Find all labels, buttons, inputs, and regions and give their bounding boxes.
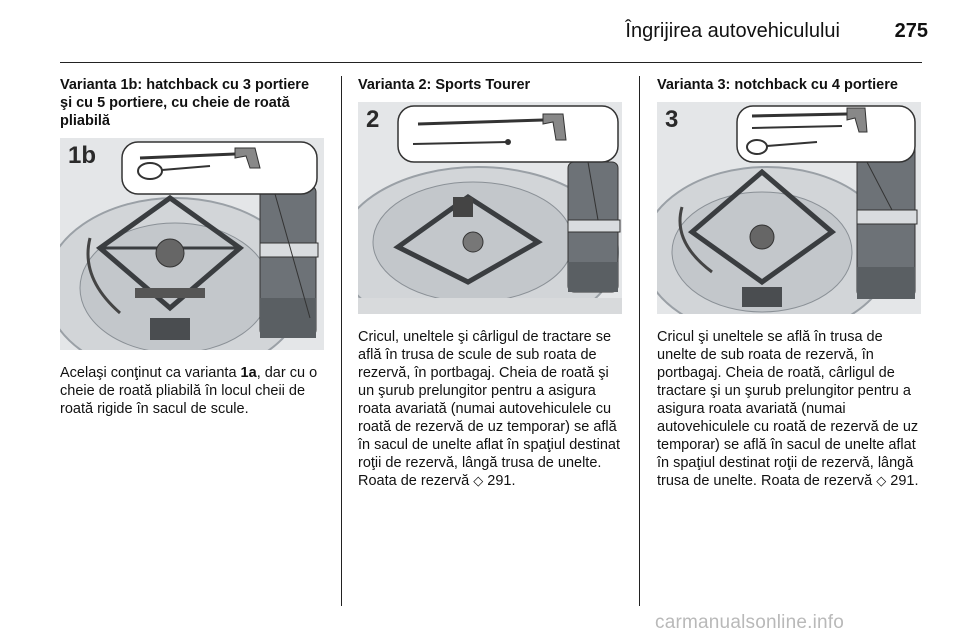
body-text-part: Cricul şi uneltele se află în trusa de unelte de sub roata de rezervă, în portbagaj. Cheia de roată, cârligul de tractare şi un şurub prelungitor pentru a asigura roata avariată (numai autovehiculele cu roată de rezervă de uz temporar) se află în sacul de unelte aflat în spaţiul destinat roţii de rezervă, lângă trusa de unelte. Roata de rezervă — [657, 329, 919, 489]
body-text-part: Cricul, uneltele şi cârligul de tractare se află în trusa de scule de sub roata de rezervă, în portbagaj. Cheia de roată şi un şurub prelungitor pentru a asigura roata avariată (numai autovehiculele cu roată de rezervă de uz temporar) se află în sacul de unelte aflat în spaţiul destinat roţii de rezervă, lângă trusa de unelte. Roata de rezervă — [358, 329, 620, 489]
header-title: Îngrijirea autovehiculului — [625, 20, 840, 42]
body-text-part: Acelaşi conţinut ca varianta — [60, 365, 241, 381]
figure-label: 3 — [665, 106, 679, 133]
watermark: carmanualsonline.info — [655, 612, 845, 633]
page-number: 275 — [894, 20, 928, 42]
page-reference: 291. — [886, 473, 919, 489]
header-rule — [60, 62, 922, 63]
column-variant-3 — [657, 76, 921, 490]
variant-reference: 1a — [240, 365, 257, 381]
section-heading: Varianta 1b: hatchback cu 3 portiere şi cu 5 portiere, cu cheie de roată pliabilă — [60, 77, 310, 129]
figure-spare-wheel-tools-2 — [358, 102, 622, 314]
column-divider — [341, 76, 342, 606]
column-divider — [639, 76, 640, 606]
illustration — [358, 102, 622, 314]
reference-arrow-icon: ◇ — [473, 473, 484, 488]
reference-arrow-icon: ◇ — [876, 473, 887, 488]
page-reference: 291. — [483, 473, 516, 489]
body-text — [60, 364, 324, 418]
figure-label: 1b — [68, 142, 97, 169]
body-text — [358, 328, 622, 490]
section-heading: Varianta 3: notchback cu 4 portiere — [657, 77, 898, 93]
illustration — [60, 138, 324, 350]
column-variant-2 — [358, 76, 622, 490]
figure-spare-wheel-tools-1b — [60, 138, 324, 350]
body-text — [657, 328, 921, 490]
body-text-part: , dar cu o cheie de roată pliabilă în locul cheii de roată rigide în sacul de scule. — [60, 365, 318, 417]
figure-label: 2 — [366, 106, 380, 133]
illustration — [657, 102, 921, 314]
figure-spare-wheel-tools-3 — [657, 102, 921, 314]
section-heading: Varianta 2: Sports Tourer — [358, 77, 531, 93]
column-variant-1b — [60, 76, 324, 418]
